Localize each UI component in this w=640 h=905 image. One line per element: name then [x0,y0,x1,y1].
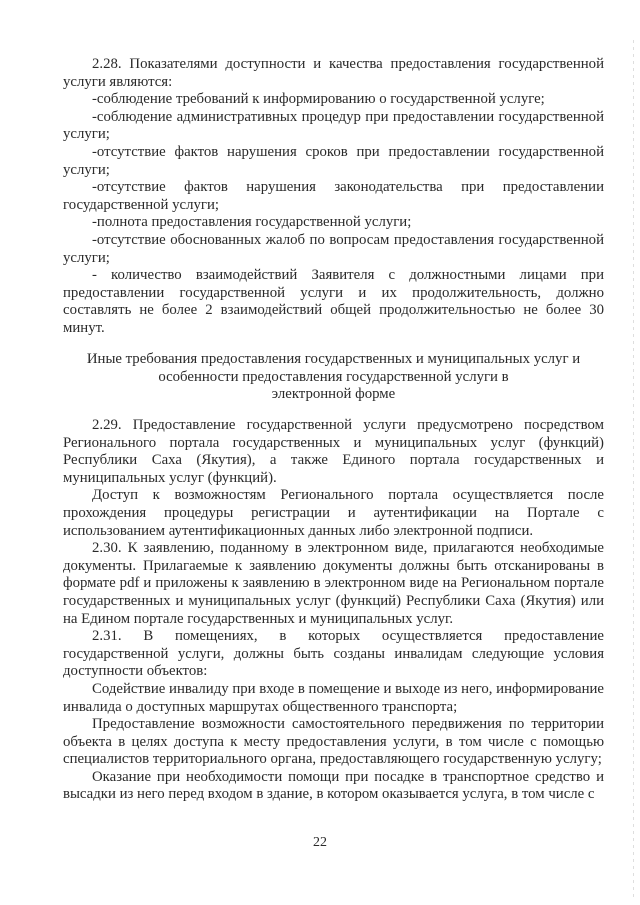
accessibility-indicators-section [63,56,604,338]
paragraph: 2.30. К заявлению, поданному в электронном виде, прилагаются необходимые документы. Прилагаемые к заявлению документы должны быть отсканированы в формате pdf и приложены к заявлению в электронном виде на Региональном портале государственных и муниципальных услуг (функций) Республики Саха (Якутия) или на Едином портале государственных и муниципальных услуг. [63,540,604,627]
paragraph: 2.29. Предоставление государственной услуги предусмотрено посредством Регионального портала государственных и муниципальных услуг (функций) Республики Саха (Якутия), а также Единого портала государственных и муниципальных услуг (функций). [63,417,604,486]
list-item: -отсутствие фактов нарушения законодательства при предоставлении государственной услуги; [63,179,604,213]
heading-line: Иные требования предоставления государственных и муниципальных услуг и [86,351,581,367]
list-item: -отсутствие обоснованных жалоб по вопросам предоставления государственной услуги; [63,231,604,266]
paragraph: Содействие инвалиду при входе в помещение и выходе из него, информирование инвалида о доступных маршрутах общественного транспорта; [63,680,604,715]
scan-edge-mark [633,40,634,900]
list-item: -отсутствие фактов нарушения сроков при предоставлении государственной услуги; [63,143,604,178]
electronic-services-section [63,417,604,804]
heading-line: особенности предоставления государственной услуги в [158,368,509,385]
list-item: - количество взаимодействий Заявителя с должностными лицами при предоставлении государственной услуги и их продолжительность, должно составлять не более 2 взаимодействий общей продолжительностью не более 30 минут. [63,267,604,336]
paragraph: Оказание при необходимости помощи при посадке в транспортное средство и высадки из него перед входом в здание, в котором оказывается услуга, в том числе с [63,768,604,803]
paragraph: Доступ к возможностям Регионального портала осуществляется после прохождения процедуры регистрации и аутентификации на Портале с использованием аутентификационных данных либо электронной подписи. [63,487,604,539]
paragraph: 2.28. Показателями доступности и качества предоставления государственной услуги являются: [63,56,604,90]
paragraph: Предоставление возможности самостоятельного передвижения по территории объекта в целях доступа к месту предоставления услуги, в том числе с помощью специалистов территориального органа, предоставляющего государственную услугу; [63,716,604,768]
list-item: -соблюдение требований к информированию о государственной услуге; [92,91,545,108]
section-heading [63,351,604,404]
heading-line: электронной форме [271,386,396,403]
paragraph: 2.31. В помещениях, в которых осуществляется предоставление государственной услуги, должны быть созданы инвалидам следующие условия доступности объектов: [63,628,604,680]
list-item: -полнота предоставления государственной услуги; [92,214,412,231]
list-item: -соблюдение административных процедур при предоставлении государственной услуги; [63,108,604,143]
page-number: 22 [313,835,327,850]
